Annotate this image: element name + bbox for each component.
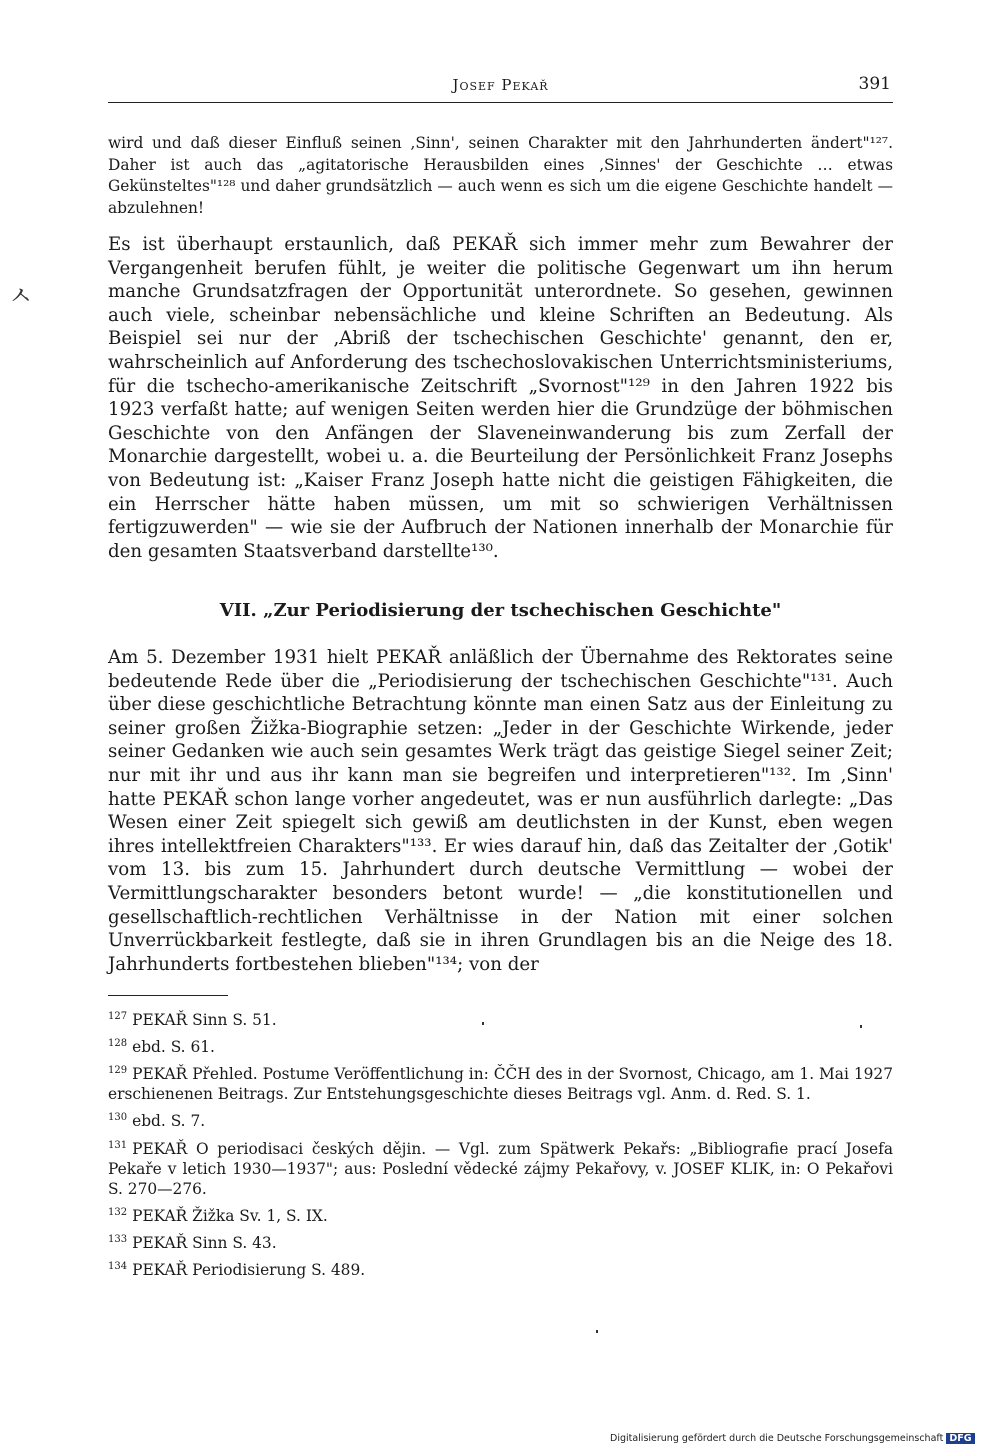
dfg-logo: DFG [946, 1433, 974, 1444]
paragraph-1: Es ist überhaupt erstaunlich, daß PEKAŘ sich immer mehr zum Bewahrer der Vergangenheit berufen fühlt, je weiter die politische Gegenwart um ihn herum manche Grundsatzfragen der Opportunität unterordnete. So gesehen, gewinnen auch viele, scheinbar nebensächliche und kleine Schriften an Bedeutung. Als Beispiel sei nur der ‚Abriß der tschechischen Geschichte' genannt, den er, wahrscheinlich auf Anforderung des tschechoslovakischen Unterrichtsministeriums, für die tschecho-amerikanische Zeitschrift „Svornost"¹²⁹ in den Jahren 1922 bis 1923 verfaßt hatte; auf wenigen Seiten werden hier die Grundzüge der böhmischen Geschichte von den Anfängen der Slaveneinwanderung bis zum Zerfall der Monarchie dargestellt, wobei u. a. die Beurteilung der Persönlichkeit Franz Josephs von Bedeutung ist: „Kaiser Franz Joseph hatte nicht die geistigen Fähigkeiten, die ein Herrscher hätte haben müssen, um mit so schwierigen Verhältnissen fertigzuwerden" — wie sie der Aufbruch der Nationen innerhalb der Monarchie für den gesamten Staatsverband darstellte¹³⁰. [108, 234, 893, 562]
footnote [108, 1230, 893, 1253]
footnote-text: PEKAŘ Přehled. Postume Veröffentlichung in: ČČH des in der Svornost, Chicago, am 1. Mai 1927 erschienenen Beitrags. Zur Entstehungsgeschichte dieses Beitrags vgl. Anm. d. Red. S. 1. [108, 1065, 893, 1104]
footnote-text: PEKAŘ Sinn S. 51. [132, 1011, 277, 1030]
scan-speck [482, 1022, 484, 1025]
footnote [108, 1034, 893, 1057]
section-heading: VII. „Zur Periodisierung der tschechischen Geschichte" [219, 600, 782, 621]
footnote-number: 127 [108, 1011, 128, 1022]
footnote-text: PEKAŘ Sinn S. 43. [132, 1233, 277, 1252]
footnote [108, 1108, 893, 1131]
footnote-text: PEKAŘ O periodisaci českých dějin. — Vgl. zum Spätwerk Pekařs: „Bibliografie prací Josefa Pekaře v letich 1930—1937"; aus: Poslední vědecké zájmy Pekařovy, v. JOSEF KLIK, in: O Pekařovi S. 270—276. [108, 1139, 893, 1198]
footnote-number: 130 [108, 1112, 128, 1124]
footnote-number: 134 [108, 1260, 128, 1272]
running-head: Josef Pekař [452, 76, 549, 94]
margin-annotation: ㅅ [8, 282, 34, 312]
scan-speck [860, 1025, 862, 1028]
scan-speck [596, 1330, 598, 1333]
page-header [108, 72, 893, 103]
footnote-number: 129 [108, 1065, 128, 1077]
footnote [108, 1136, 893, 1199]
footnote [108, 1257, 893, 1280]
footnote [108, 1061, 893, 1104]
footnote-number: 128 [108, 1038, 128, 1050]
footnotes [108, 1007, 893, 1284]
footnote [108, 1007, 893, 1030]
footnote [108, 1203, 893, 1226]
page-number: 391 [858, 74, 891, 94]
credit-text: Digitalisierung gefördert durch die Deutsche Forschungsgemeinschaft [610, 1433, 944, 1444]
footnote-text: ebd. S. 7. [132, 1112, 206, 1131]
footnote-number: 131 [108, 1139, 128, 1151]
digitization-credit [610, 1433, 975, 1444]
footnote-text: ebd. S. 61. [132, 1038, 215, 1057]
footnote-text: PEKAŘ Žižka Sv. 1, S. IX. [132, 1206, 328, 1225]
paragraph-2: Am 5. Dezember 1931 hielt PEKAŘ anläßlich der Übernahme des Rektorates seine bedeutende Rede über die „Periodisierung der tschechischen Geschichte"¹³¹. Auch über diese geschichtliche Betrachtung könnte man einen Satz aus der Einleitung zu seiner großen Žižka-Biographie setzen: „Jeder in der Geschichte Wirkende, jeder seiner Gedanken wie auch sein gesamtes Werk trägt das geistige Siegel seiner Zeit; nur mit ihr und aus ihr kann man sie begreifen und interpretieren"¹³². Im ‚Sinn' hatte PEKAŘ schon lange vorher angedeutet, was er nun ausführlich darlegte: „Das Wesen einer Zeit spiegelt sich gewiß am deutlichsten in der Kunst, eben wegen ihres intellektfreien Charakters"¹³³. Er wies darauf hin, daß das Zeitalter der ‚Gotik' vom 13. bis zum 15. Jahrhundert durch deutsche Vermittlung — wobei der Vermittlungscharakter besonders betont wurde! — „die konstitutionellen und gesellschaftlich-rechtlichen Verhältnisse in der Nation mit einer solchen Unverrückbarkeit festlegte, daß sie in ihren Grundlagen bis an die Neige des 18. Jahrhunderts fortbestehen blieben"¹³⁴; von der [108, 647, 893, 975]
footnote-text: PEKAŘ Periodisierung S. 489. [132, 1261, 366, 1279]
paragraph-continued: wird und daß dieser Einfluß seinen ‚Sinn', seinen Charakter mit den Jahrhunderten ändert"¹²⁷. Daher ist auch das „agitatorische Herausbilden eines ‚Sinnes' der Geschichte … etwas Gekünsteltes"¹²⁸ und daher grundsätzlich — auch wenn es sich um die eigene Geschichte handelt — abzulehnen! [108, 134, 893, 217]
footnote-number: 132 [108, 1206, 128, 1218]
footnote-number: 133 [108, 1233, 128, 1245]
footnote-rule [108, 995, 228, 996]
